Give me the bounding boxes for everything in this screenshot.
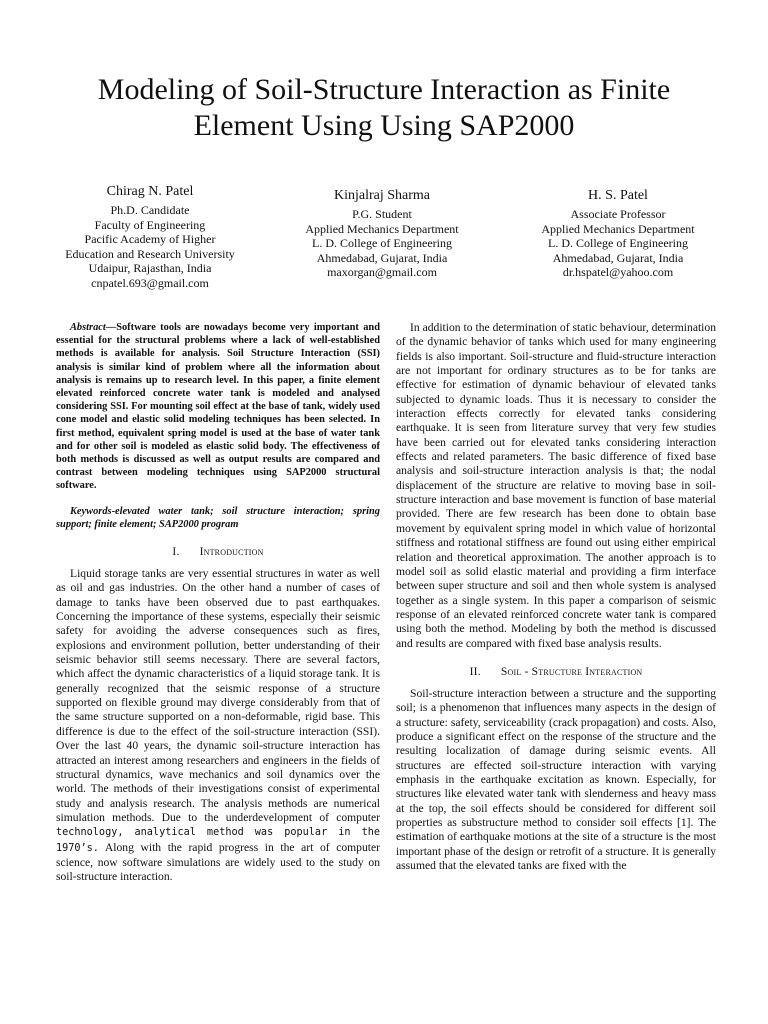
keywords — [56, 505, 380, 531]
author-line: Education and Research University — [65, 246, 235, 261]
author-name: Chirag N. Patel — [106, 184, 194, 199]
keywords-lead: Keywords- — [70, 505, 116, 517]
author-block-1 — [52, 183, 248, 291]
author-line: L. D. College of Engineering — [312, 236, 452, 251]
author-line: Faculty of Engineering — [94, 217, 206, 232]
section-heading-ssi — [396, 665, 716, 679]
right-column — [396, 321, 716, 873]
author-line: Ahmedabad, Gujarat, India — [552, 250, 684, 265]
author-line: Applied Mechanics Department — [305, 221, 459, 236]
author-block-2 — [280, 187, 484, 280]
section-heading-introduction — [56, 545, 380, 559]
author-line: L. D. College of Engineering — [548, 236, 688, 251]
author-email: maxorgan@gmail.com — [327, 265, 437, 280]
author-block-3 — [514, 187, 722, 280]
author-line: Pacific Academy of Higher — [84, 232, 216, 247]
section-title: Introduction — [199, 545, 264, 559]
section-number: I. — [172, 545, 180, 559]
section-title: Soil - Structure Interaction — [500, 664, 643, 678]
abstract-lead: Abstract — [70, 322, 106, 333]
intro-paragraph — [56, 567, 380, 885]
section-number: II. — [469, 664, 481, 678]
intro-mono-text: technology, analytical method was popular in the 1970’s. — [56, 827, 380, 854]
title-line-2: Element Using Using SAP2000 — [193, 109, 575, 142]
author-email: cnpatel.693@gmail.com — [91, 275, 209, 290]
author-line: Applied Mechanics Department — [541, 221, 695, 236]
author-name: Kinjalraj Sharma — [333, 188, 431, 203]
author-line: Associate Professor — [570, 207, 666, 221]
author-line: Udaipur, Rajasthan, India — [88, 261, 212, 276]
paper-title — [40, 72, 728, 144]
left-column — [56, 321, 380, 885]
intro-text: Liquid storage tanks are very essential structures in water as well as oil and gas industries. On the other hand a number of cases of damage to tanks have been observed due to past earthquakes. Concerning the importance of these systems, especially their seismic safety for avoiding the adverse consequences such as fires, explosions and environment pollution, better understanding of their seismic behavior still seems necessary. There are several factors, which affect the dynamic characteristics of a liquid storage tank. It is generally recognized that the seismic response of a structure supported on flexible ground may diverge considerably from that of the same structure supported on a non-deformable, rigid base. This difference is due to the effect of the soil-structure interaction (SSI). Over the last 40 years, the dynamic soil-structure interaction has attracted an interest among researchers and engineers in the fields of structural dynamics, wave mechanics and soil dynamics over the world. The methods of their investigations consist of experimental study and analysis research. The analysis methods are numerical simulation methods. Due to the underdevelopment of computer — [56, 567, 380, 824]
body-paragraph: In addition to the determination of static behaviour, determination of the dynamic behavior of tanks which used for many engineering fields is also important. Soil-structure and fluid-structure interaction are not important for ordinary structures as to be for tanks are effective for estimation of dynamic behaviour of elevated tanks subjected to dynamic loads. Thus it is necessary to consider the interaction effects correctly for elevated tanks considering earthquake. It is seen from literature survey that very few studies have been carried out for elevated tanks considering interaction effects and related parameters. The basic difference of fixed base analysis and soil-structure interaction analysis is that; the nodal displacement of the structure are relative to moving base in soil-structure interaction and base movement is function of base material provided. There are few research has been done to obtain base movement by equivalent spring model in which value of horizontal stiffness and rotational stiffness are found out using either empirical relation and theoretical approximation. The another approach is to model soil as solid elastic material and providing a firm interface between super structure and soil and then whole system is analysed together as a single system. In this paper a comparison of seismic response of an elevated reinforced concrete water tank is compared using both the method. Modeling by both the method is discussed and results are compared with fixed base analysis results. — [396, 321, 716, 650]
author-line: Ph.D. Candidate — [110, 203, 190, 217]
author-line: Ahmedabad, Gujarat, India — [316, 250, 448, 265]
author-email: dr.hspatel@yahoo.com — [562, 265, 674, 280]
keywords-body: elevated water tank; soil structure interaction; spring support; finite element; SAP2000 program — [56, 505, 380, 530]
abstract — [56, 321, 380, 493]
title-line-1: Modeling of Soil-Structure Interaction as Finite — [97, 73, 671, 106]
abstract-body: —Software tools are nowadays become very important and essential for the structural problems where a lack of well-established methods is available for analysis. Soil Structure Interaction (SSI) analysis is similar kind of problem where all the information about analysis is remains up to research level. In this paper, a finite element elevated reinforced concrete water tank is modeled and analysed considering SSI. For mounting soil effect at the base of tank, widely used cone model and elastic solid modeling techniques has been selected. In first method, equivalent spring model is used at the base of water tank and for other soil is modeled as elastic solid body. The effectiveness of both methods is discussed as well as output results are compared and contrast between modeling techniques using SAP2000 structural software. — [56, 322, 380, 492]
intro-text-cont: Along with the rapid progress in the art of computer science, now software simulations are widely used to the study on soil-structure interaction. — [56, 840, 380, 884]
author-line: P.G. Student — [352, 207, 412, 221]
author-name: H. S. Patel — [588, 188, 648, 203]
body-paragraph: Soil-structure interaction between a structure and the supporting soil; is a phenomenon that influences many aspects in the design of a structure: safety, serviceability (crack propagation) and costs. Also, produce a significant effect on the response of the structure and the resulting localization of damage during seismic events. All structures are effected soil-structure interaction with varying emphasis in the earthquake excitation as known. Especially, for structures like elevated water tank with slenderness and heavy mass at the top, the soil effects should be considered for different soil properties as substructure method to consider soil effects [1]. The estimation of earthquake motions at the site of a structure is the most important phase of the design or retrofit of a structure. It is generally assumed that the elevated tanks are fixed with the — [396, 686, 716, 873]
